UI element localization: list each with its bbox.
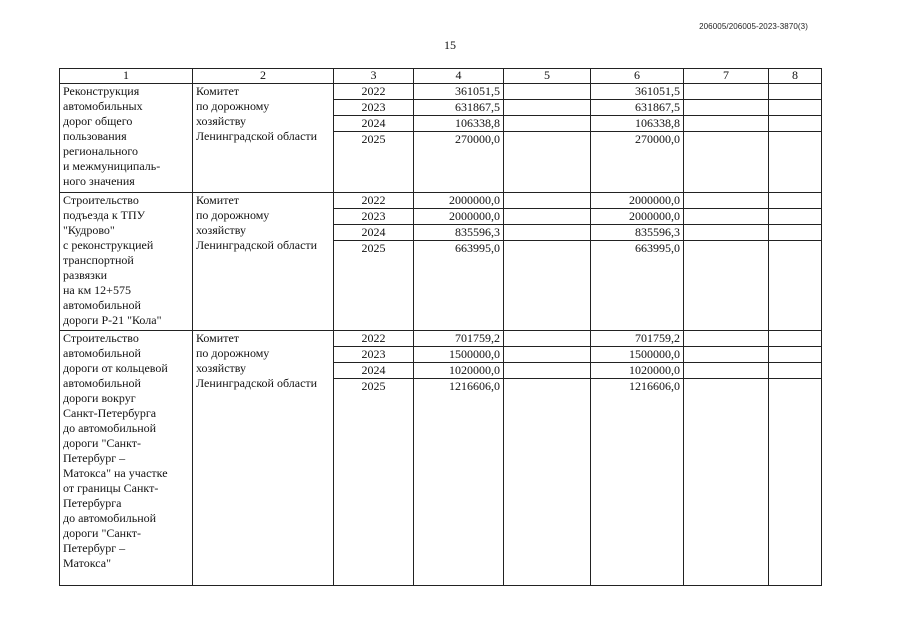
- col7-cell: [684, 363, 769, 379]
- col7-cell: [684, 116, 769, 132]
- col6-cell: 361051,5: [591, 84, 684, 100]
- col8-cell: [769, 363, 822, 379]
- year-cell: 2024: [334, 116, 414, 132]
- year-cell: 2023: [334, 100, 414, 116]
- col7-cell: [684, 225, 769, 241]
- col5-cell: [504, 116, 591, 132]
- col8-cell: [769, 241, 822, 331]
- col6-cell: 631867,5: [591, 100, 684, 116]
- col5-cell: [504, 209, 591, 225]
- total-cell: 2000000,0: [414, 193, 504, 209]
- col7-cell: [684, 193, 769, 209]
- col7-cell: [684, 331, 769, 347]
- col6-cell: 2000000,0: [591, 193, 684, 209]
- col8-cell: [769, 379, 822, 586]
- total-cell: 701759,2: [414, 331, 504, 347]
- total-cell: 631867,5: [414, 100, 504, 116]
- year-cell: 2023: [334, 347, 414, 363]
- col5-cell: [504, 225, 591, 241]
- year-cell: 2025: [334, 132, 414, 193]
- col8-cell: [769, 209, 822, 225]
- header-cell: 7: [684, 69, 769, 84]
- executor: Комитет по дорожному хозяйству Ленинградской области: [193, 193, 334, 331]
- measure-name: Строительство автомобильной дороги от кольцевой автомобильной дороги вокруг Санкт-Петербурга до автомобильной дороги "Санкт- Петербург – Матокса" на участке от границы Санкт- Петербурга до автомобильной дороги "Санкт- Петербург – Матокса": [60, 331, 193, 586]
- table-row: [60, 193, 822, 209]
- year-cell: 2022: [334, 193, 414, 209]
- header-cell: 5: [504, 69, 591, 84]
- col7-cell: [684, 241, 769, 331]
- col7-cell: [684, 379, 769, 586]
- header-cell: 2: [193, 69, 334, 84]
- col8-cell: [769, 193, 822, 209]
- year-cell: 2022: [334, 84, 414, 100]
- document-id: 206005/206005-2023-3870(3): [699, 22, 808, 31]
- col5-cell: [504, 132, 591, 193]
- total-cell: 2000000,0: [414, 209, 504, 225]
- total-cell: 835596,3: [414, 225, 504, 241]
- header-cell: 1: [60, 69, 193, 84]
- total-cell: 361051,5: [414, 84, 504, 100]
- col6-cell: 701759,2: [591, 331, 684, 347]
- col8-cell: [769, 116, 822, 132]
- col6-cell: 1500000,0: [591, 347, 684, 363]
- total-cell: 270000,0: [414, 132, 504, 193]
- executor: Комитет по дорожному хозяйству Ленинградской области: [193, 331, 334, 586]
- total-cell: 663995,0: [414, 241, 504, 331]
- year-cell: 2025: [334, 379, 414, 586]
- page-number: 15: [444, 38, 456, 52]
- col7-cell: [684, 209, 769, 225]
- year-cell: 2024: [334, 225, 414, 241]
- executor: Комитет по дорожному хозяйству Ленинградской области: [193, 84, 334, 193]
- col8-cell: [769, 347, 822, 363]
- col5-cell: [504, 84, 591, 100]
- col6-cell: 1216606,0: [591, 379, 684, 586]
- table-row: [60, 84, 822, 100]
- col5-cell: [504, 347, 591, 363]
- header-cell: 4: [414, 69, 504, 84]
- total-cell: 1020000,0: [414, 363, 504, 379]
- header-cell: 3: [334, 69, 414, 84]
- col6-cell: 106338,8: [591, 116, 684, 132]
- col5-cell: [504, 193, 591, 209]
- col6-cell: 835596,3: [591, 225, 684, 241]
- col5-cell: [504, 379, 591, 586]
- year-cell: 2024: [334, 363, 414, 379]
- col7-cell: [684, 347, 769, 363]
- year-cell: 2022: [334, 331, 414, 347]
- col6-cell: 1020000,0: [591, 363, 684, 379]
- header-cell: 8: [769, 69, 822, 84]
- col6-cell: 270000,0: [591, 132, 684, 193]
- total-cell: 1216606,0: [414, 379, 504, 586]
- table-row: [60, 331, 822, 347]
- col6-cell: 2000000,0: [591, 209, 684, 225]
- budget-table: [59, 68, 822, 586]
- col7-cell: [684, 132, 769, 193]
- col5-cell: [504, 331, 591, 347]
- year-cell: 2023: [334, 209, 414, 225]
- header-cell: 6: [591, 69, 684, 84]
- measure-name: Строительство подъезда к ТПУ "Кудрово" с реконструкцией транспортной развязки на км 12+575 автомобильной дороги Р-21 "Кола": [60, 193, 193, 331]
- col5-cell: [504, 363, 591, 379]
- total-cell: 1500000,0: [414, 347, 504, 363]
- col7-cell: [684, 84, 769, 100]
- col6-cell: 663995,0: [591, 241, 684, 331]
- col5-cell: [504, 241, 591, 331]
- total-cell: 106338,8: [414, 116, 504, 132]
- col5-cell: [504, 100, 591, 116]
- measure-name: Реконструкция автомобильных дорог общего пользования регионального и межмуниципаль- ного значения: [60, 84, 193, 193]
- col8-cell: [769, 225, 822, 241]
- col7-cell: [684, 100, 769, 116]
- col8-cell: [769, 100, 822, 116]
- col8-cell: [769, 84, 822, 100]
- col8-cell: [769, 331, 822, 347]
- year-cell: 2025: [334, 241, 414, 331]
- col8-cell: [769, 132, 822, 193]
- table-header-row: [60, 69, 822, 84]
